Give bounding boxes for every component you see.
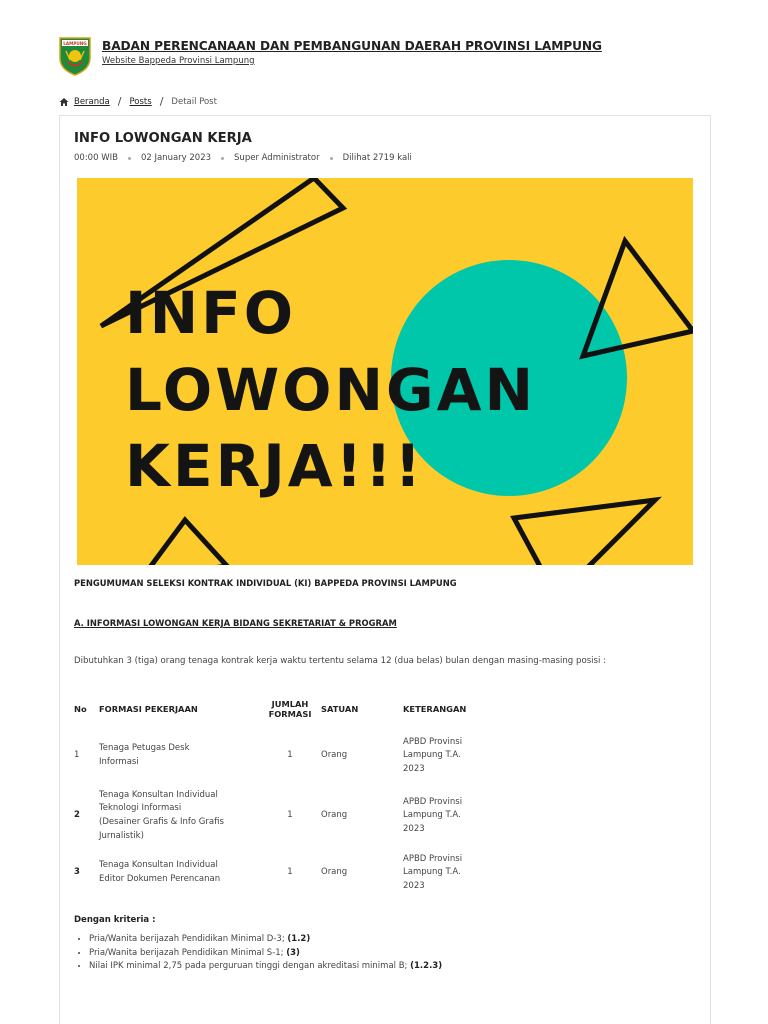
cell-no: 3: [74, 867, 80, 878]
logo-text: LAMPUNG: [63, 41, 87, 46]
cell-keterangan: [403, 726, 503, 786]
cell-line: Tenaga Petugas Desk: [99, 743, 190, 754]
header-formasi: FORMASI PEKERJAAN: [99, 704, 198, 714]
cell-line: Lampung T.A.: [403, 750, 461, 761]
criteria-title: Dengan kriteria :: [74, 915, 156, 925]
breadcrumb-separator: /: [159, 95, 164, 108]
site-subtitle-link[interactable]: Website Bappeda Provinsi Lampung: [102, 56, 255, 66]
cell-line: Teknologi Informasi: [99, 803, 182, 814]
cell-formasi: [99, 846, 259, 900]
breadcrumb: [59, 95, 217, 108]
criteria-code: (1.2): [287, 934, 311, 944]
cell-line: Lampung T.A.: [403, 810, 461, 821]
cell-line: Editor Dokumen Perencanan: [99, 874, 221, 884]
cell-line: Jurnalistik): [99, 830, 144, 841]
announcement-heading: PENGUMUMAN SELEKSI KONTRAK INDIVIDUAL (KI) BAPPEDA PROVINSI LAMPUNG: [74, 578, 457, 588]
lampung-emblem-icon[interactable]: [58, 36, 92, 76]
breadcrumb-posts-link[interactable]: Posts: [129, 96, 152, 107]
table-row: [74, 726, 503, 786]
meta-dot: [221, 157, 224, 160]
banner-triangle-bottom-left: [142, 520, 227, 565]
cell-line: APBD Provinsi: [403, 736, 463, 747]
job-table: [74, 692, 503, 900]
meta-dot: [128, 157, 131, 160]
cell-no: 2: [74, 810, 80, 821]
cell-line: 2023: [403, 880, 425, 891]
post-meta: [74, 153, 412, 163]
cell-keterangan: [403, 786, 503, 846]
cell-formasi: [99, 726, 259, 786]
post-views: Dilihat 2719 kali: [342, 153, 412, 163]
criteria-text: Nilai IPK minimal 2,75 pada perguruan tinggi dengan akreditasi minimal B;: [89, 961, 408, 972]
banner-text-line: KERJA!!!: [125, 432, 425, 500]
cell-satuan: Orang: [321, 810, 348, 821]
post-date: 02 January 2023: [140, 153, 212, 163]
banner-triangle-bottom-right: [514, 500, 655, 565]
header-jumlah-line: FORMASI: [268, 709, 312, 719]
cell-line: 2023: [403, 763, 425, 774]
cell-keterangan: [403, 846, 503, 900]
post-time: 00:00 WIB: [74, 153, 118, 163]
cell-line: 2023: [403, 823, 425, 834]
cell-line: Tenaga Konsultan Individual: [99, 789, 218, 800]
post-author: Super Administrator: [234, 153, 320, 163]
criteria-text: Pria/Wanita berijazah Pendidikan Minimal S-1;: [89, 947, 284, 958]
home-icon: [59, 97, 69, 107]
table-row: [74, 846, 503, 900]
cell-satuan: Orang: [321, 867, 348, 878]
cell-jumlah: 1: [287, 810, 293, 821]
list-item: [89, 947, 698, 961]
breadcrumb-home-link[interactable]: Beranda: [74, 96, 110, 107]
criteria-code: (3): [286, 947, 300, 958]
header-no: No: [74, 704, 87, 714]
banner-text-line: INFO: [125, 279, 297, 347]
table-header-row: [74, 692, 503, 726]
post-card: [59, 115, 711, 1024]
intro-paragraph: Dibutuhkan 3 (tiga) orang tenaga kontrak kerja waktu tertentu selama 12 (dua belas) bulan dengan masing-masing posisi :: [74, 656, 607, 666]
cell-jumlah: 1: [287, 750, 293, 761]
table-row: [74, 786, 503, 846]
cell-jumlah: 1: [287, 867, 293, 878]
header-keterangan: KETERANGAN: [403, 704, 467, 714]
banner-text-line: LOWONGAN: [125, 356, 537, 424]
cell-line: APBD Provinsi: [403, 796, 463, 807]
header-jumlah: [259, 692, 321, 726]
breadcrumb-separator: /: [117, 95, 122, 108]
post-title: INFO LOWONGAN KERJA: [74, 131, 252, 146]
cell-line: (Desainer Grafis & Info Grafis: [99, 817, 224, 827]
breadcrumb-current: Detail Post: [171, 96, 217, 107]
cell-no: 1: [74, 750, 80, 761]
header-jumlah-line: JUMLAH: [271, 699, 309, 709]
list-item: [89, 933, 698, 947]
post-banner-image: [77, 178, 693, 565]
criteria-list: [74, 933, 698, 974]
criteria-code: (1.2.3): [410, 961, 443, 972]
list-item: [89, 960, 698, 974]
criteria-text: Pria/Wanita berijazah Pendidikan Minimal D-3;: [89, 934, 285, 944]
site-header: [56, 34, 716, 80]
site-title[interactable]: BADAN PERENCANAAN DAN PEMBANGUNAN DAERAH PROVINSI LAMPUNG: [102, 39, 602, 53]
post-content: [74, 578, 698, 974]
cell-line: Tenaga Konsultan Individual: [99, 860, 218, 871]
cell-line: Lampung T.A.: [403, 867, 461, 878]
cell-satuan: Orang: [321, 750, 348, 761]
header-satuan: SATUAN: [321, 704, 359, 714]
section-heading: A. INFORMASI LOWONGAN KERJA BIDANG SEKRETARIAT & PROGRAM: [74, 618, 397, 628]
meta-dot: [330, 157, 333, 160]
cell-line: Informasi: [99, 757, 139, 767]
cell-formasi: [99, 786, 259, 846]
cell-line: APBD Provinsi: [403, 853, 463, 864]
